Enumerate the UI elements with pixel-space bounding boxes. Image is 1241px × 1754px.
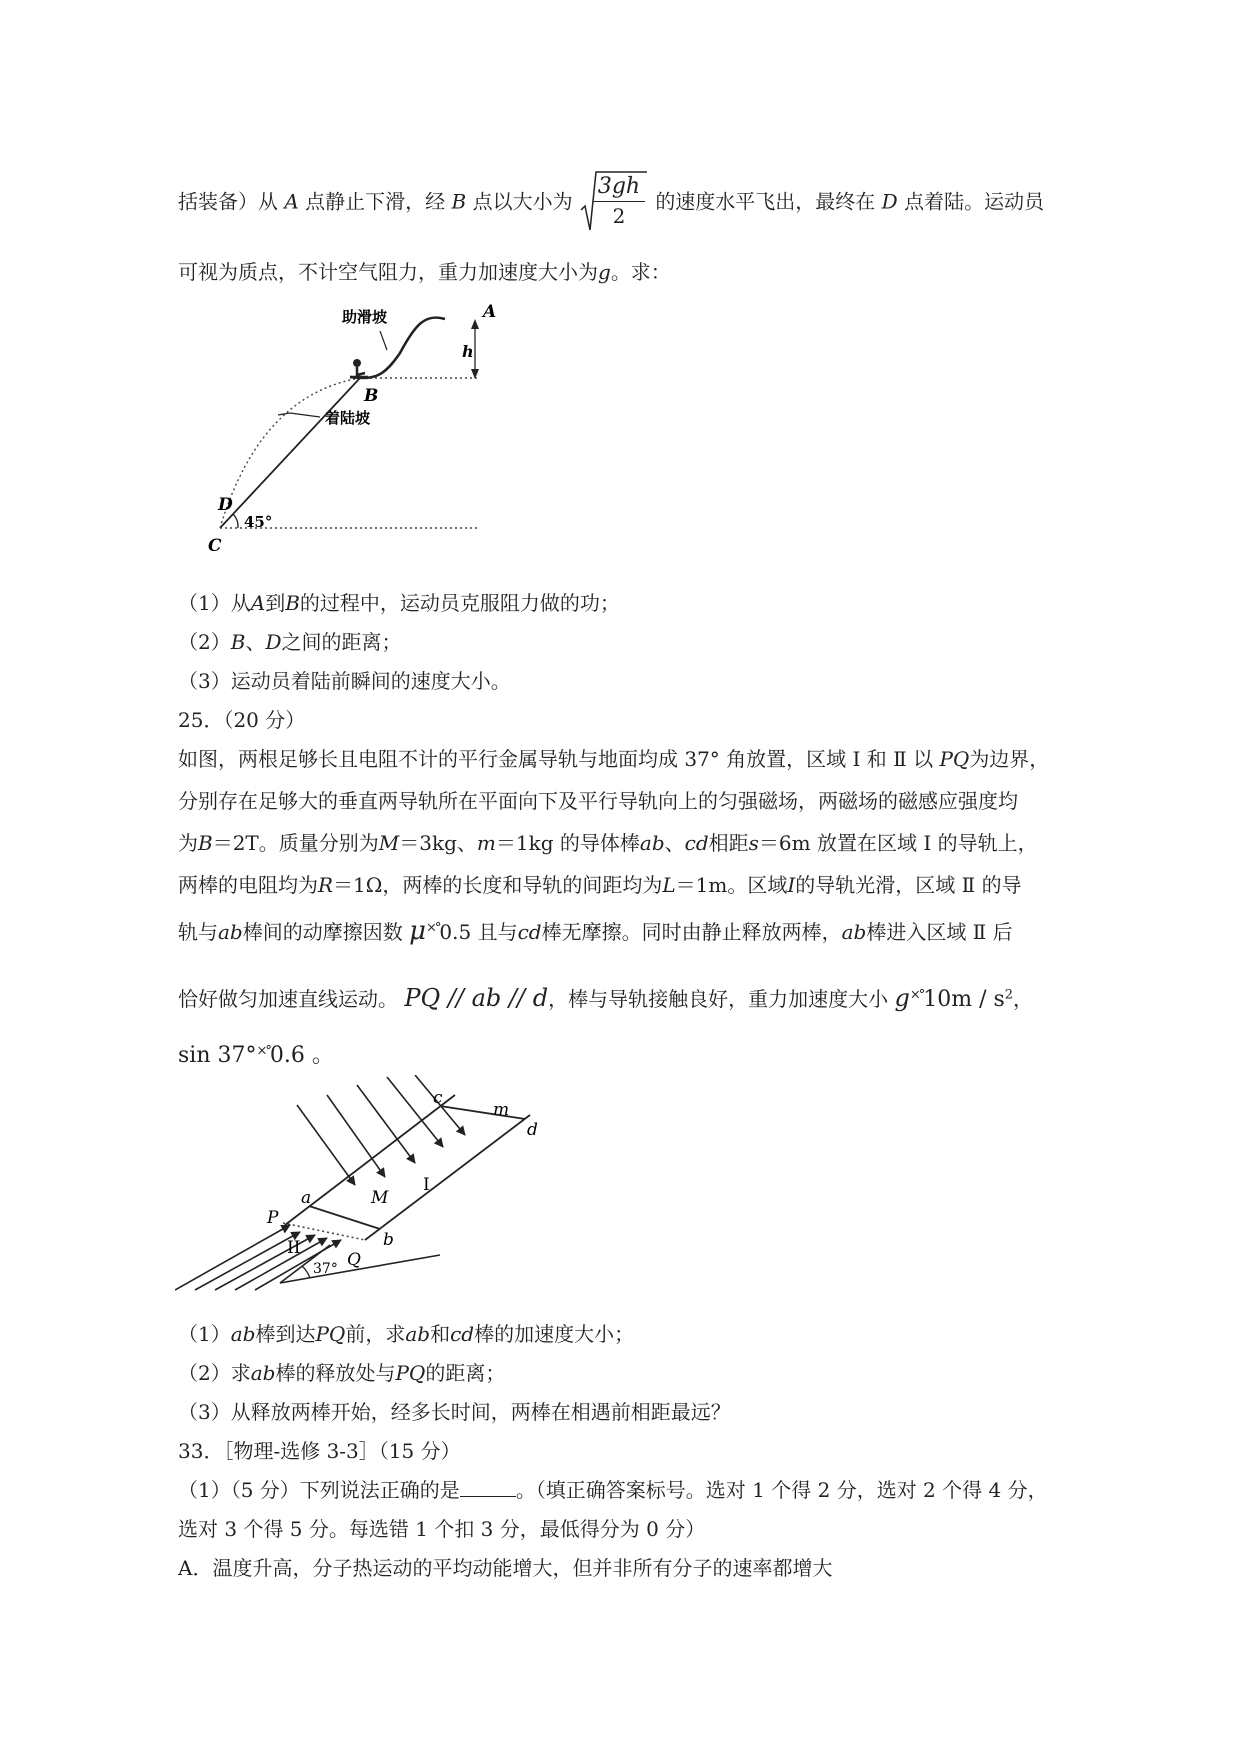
text: 棒到达 xyxy=(255,1322,316,1346)
field-arrow-region-II xyxy=(195,1232,300,1290)
label-region-II: II xyxy=(287,1238,301,1258)
landing-slope xyxy=(220,378,360,528)
rod-ab xyxy=(309,1206,380,1229)
ski-jump-figure xyxy=(200,295,500,555)
text: 轨与 xyxy=(178,920,218,944)
text: 前，求 xyxy=(345,1322,406,1346)
text: 相距 xyxy=(708,831,749,855)
text: 点着陆。运动员 xyxy=(904,189,1045,214)
var-g: g xyxy=(598,260,611,284)
q25-para-line-7 xyxy=(178,1038,334,1069)
sin-formula: sin 37° xyxy=(178,1043,257,1068)
superscript: 2 xyxy=(1004,987,1014,1003)
var-B: B xyxy=(230,630,246,654)
field-arrow-region-I xyxy=(297,1105,355,1185)
text: （1） xyxy=(178,1322,231,1346)
var-cd: cd xyxy=(517,920,542,944)
var-I: I xyxy=(787,873,796,897)
sqrt-denominator: 2 xyxy=(612,204,626,228)
text: ，棒与导轨接触良好，重力加速度大小 xyxy=(548,987,889,1011)
text: 。求： xyxy=(610,260,671,284)
text: 括装备）从 xyxy=(178,189,278,214)
label-c: c xyxy=(433,1088,443,1108)
q25-para-line-5 xyxy=(178,916,1013,946)
var-m: m xyxy=(476,831,496,855)
var-ab: ab xyxy=(639,831,665,855)
text: 之间的距离； xyxy=(281,630,402,654)
var-B: B xyxy=(285,591,300,615)
label-region-I: I xyxy=(423,1175,430,1195)
label-M: M xyxy=(371,1188,389,1208)
var-cd: cd xyxy=(684,831,709,855)
q25-sub-1 xyxy=(178,1318,634,1347)
var-M: M xyxy=(378,831,400,855)
text: 棒进入区域 Ⅱ 后 xyxy=(866,920,1013,944)
label-P: P xyxy=(267,1208,279,1228)
text: 。（填正确答案标号。选对 1 个得 2 分，选对 2 个得 4 分， xyxy=(515,1478,1048,1502)
text: （1）从 xyxy=(178,591,251,615)
var-D: D xyxy=(265,630,282,654)
q25-para-line-3 xyxy=(178,827,1038,856)
label-run-in-slope: 助滑坡 xyxy=(342,308,388,326)
text: 的速度水平飞出，最终在 xyxy=(655,189,876,214)
var-ab: ab xyxy=(218,920,243,944)
q25-sub-3: （3）从释放两棒开始，经多长时间，两棒在相遇前相距最远？ xyxy=(178,1400,731,1424)
skier-icon xyxy=(350,359,368,377)
text: ＝2T。质量分别为 xyxy=(212,831,379,855)
text: 点静止下滑，经 xyxy=(305,189,446,214)
text: 棒的释放处与 xyxy=(275,1361,396,1385)
text: 棒间的动摩擦因数 xyxy=(242,920,403,944)
angle-arc xyxy=(302,1266,310,1278)
sqrt-numerator: 3gh xyxy=(593,174,645,202)
var-B: B xyxy=(198,831,213,855)
rail-lower xyxy=(365,1115,530,1240)
glitch-mark: ×° xyxy=(426,920,440,936)
q33-header: 33．［物理-选修 3-3］（15 分） xyxy=(178,1439,461,1463)
text: ＝1kg 的导体棒 xyxy=(495,831,640,855)
label-Q: Q xyxy=(347,1250,361,1270)
text: 、 xyxy=(664,831,685,855)
text: 如图，两根足够长且电阻不计的平行金属导轨与地面均成 37° 角放置，区域 Ⅰ 和 Ⅱ 以 xyxy=(178,747,934,771)
var-B: B xyxy=(451,189,467,214)
label-b: b xyxy=(383,1230,394,1250)
var-A: A xyxy=(284,189,299,214)
var-PQ: PQ xyxy=(395,1361,426,1385)
field-arrow-region-I xyxy=(357,1085,415,1163)
var-PQ: PQ xyxy=(939,747,970,771)
label-m: m xyxy=(493,1100,510,1120)
q24-line-2 xyxy=(178,256,671,285)
text: ＝3kg、 xyxy=(399,831,477,855)
var-cd: cd xyxy=(450,1322,475,1346)
glitch-mark: ×° xyxy=(256,1043,270,1059)
rod-cd xyxy=(440,1106,525,1119)
q25-para-line-1 xyxy=(178,743,1049,772)
text: （2）求 xyxy=(178,1361,251,1385)
text: 、 xyxy=(245,630,266,654)
q33-line-2: 选对 3 个得 5 分。每选错 1 个扣 3 分，最低得分为 0 分） xyxy=(178,1517,706,1541)
var-ab: ab xyxy=(405,1322,431,1346)
text: 的距离； xyxy=(425,1361,506,1385)
var-A: A xyxy=(250,591,266,615)
text: （3）运动员着陆前瞬间的速度大小。 xyxy=(178,669,511,693)
q24-sub-3 xyxy=(178,665,511,694)
var-D: D xyxy=(881,189,898,214)
q25-header: 25．（20 分） xyxy=(178,708,306,732)
label-h: h xyxy=(462,342,474,361)
label-landing-slope: 着陆坡 xyxy=(325,409,371,427)
q24-sub-1 xyxy=(178,587,620,616)
angle-arc xyxy=(233,514,238,528)
text: 可视为质点，不计空气阻力，重力加速度大小为 xyxy=(178,260,598,284)
label-a: a xyxy=(301,1188,312,1208)
q24-line-1 xyxy=(178,168,1044,238)
leader-line xyxy=(290,413,320,417)
text: 为边界， xyxy=(969,747,1050,771)
g-value: 10m / s xyxy=(923,987,1005,1012)
text: 两棒的电阻均为 xyxy=(178,873,318,897)
text: 棒无摩擦。同时由静止释放两棒， xyxy=(541,920,842,944)
rail-figure xyxy=(175,1075,555,1295)
answer-blank[interactable] xyxy=(460,1478,516,1497)
var-g: g xyxy=(894,984,910,1012)
label-C: C xyxy=(208,536,222,555)
var-ab: ab xyxy=(230,1322,256,1346)
text: ， xyxy=(1013,987,1034,1011)
text: ＝1m。区域 xyxy=(675,873,788,897)
text: 的导轨光滑，区域 Ⅱ 的导 xyxy=(795,873,1022,897)
var-ab: ab xyxy=(250,1361,276,1385)
text: 棒的加速度大小； xyxy=(474,1322,635,1346)
text: 0.5 且与 xyxy=(439,920,518,944)
text: ＝1Ω，两棒的长度和导轨的间距均为 xyxy=(333,873,663,897)
var-PQ: PQ xyxy=(315,1322,346,1346)
text: （2） xyxy=(178,630,231,654)
glitch-mark: ×° xyxy=(909,987,924,1003)
label-angle: 37° xyxy=(313,1261,338,1277)
run-in-slope xyxy=(350,317,445,378)
q25-para-line-4 xyxy=(178,869,1022,898)
parallel-formula: PQ // ab // d xyxy=(404,984,549,1012)
var-s: s xyxy=(748,831,759,855)
sin-value: 0.6 。 xyxy=(269,1043,334,1068)
text: 点以大小为 xyxy=(472,189,573,214)
label-d: d xyxy=(527,1120,538,1140)
label-A: A xyxy=(483,302,497,322)
sqrt-formula xyxy=(579,168,649,238)
var-mu: μ xyxy=(409,916,426,946)
var-L: L xyxy=(662,873,676,897)
field-arrow-region-I xyxy=(327,1095,385,1177)
text: 的过程中，运动员克服阻力做的功； xyxy=(299,591,620,615)
q25-para-line-2: 分别存在足够大的垂直两导轨所在平面向下及平行导轨向上的匀强磁场，两磁场的磁感应强度均 xyxy=(178,789,1018,813)
q33-option-A: A．温度升高，分子热运动的平均动能增大，但并非所有分子的速率都增大 xyxy=(178,1556,833,1580)
q24-sub-2 xyxy=(178,626,401,655)
label-D: D xyxy=(218,495,233,515)
text: 为 xyxy=(178,831,198,855)
var-R: R xyxy=(318,873,334,897)
text: ＝6m 放置在区域 Ⅰ 的导轨上， xyxy=(758,831,1038,855)
text: 到 xyxy=(265,591,286,615)
q33-line-1 xyxy=(178,1474,1048,1503)
q25-sub-2 xyxy=(178,1357,505,1386)
text: 和 xyxy=(430,1322,451,1346)
leader-line xyxy=(380,331,387,350)
text: 恰好做匀加速直线运动。 xyxy=(178,987,398,1011)
var-ab: ab xyxy=(841,920,867,944)
text: （1）（5 分）下列说法正确的是 xyxy=(178,1478,460,1502)
q25-para-line-6 xyxy=(178,983,1033,1012)
label-B: B xyxy=(364,386,379,406)
label-angle: 45° xyxy=(244,513,273,531)
